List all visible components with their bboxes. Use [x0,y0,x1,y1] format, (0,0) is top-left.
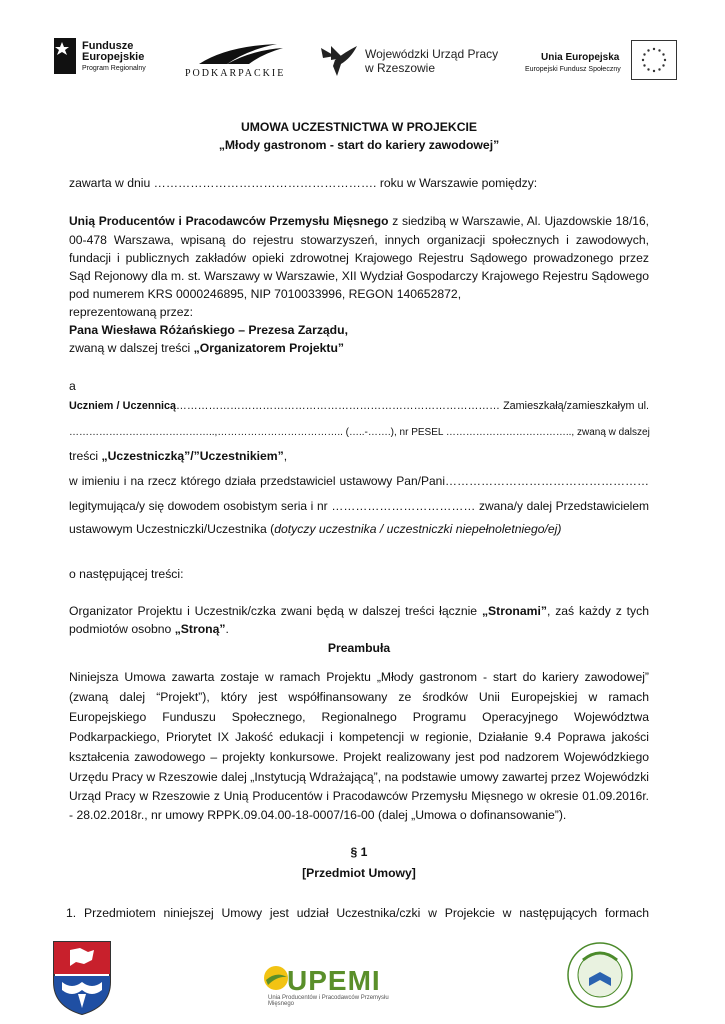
org-line-2: 00-478 Warszawa, wpisaną do rejestru stowarzyszeń, innych organizacji społecznych i zawodowych, [69,233,649,247]
section-title: [Przedmiot Umowy] [302,866,416,880]
student-label: Uczniem / Uczennicą [69,400,177,412]
coat-of-arms-icon [50,938,114,1016]
party-term: „Stroną” [174,622,226,636]
parties-term: „Stronami” [481,604,547,618]
wup-line2: w Rzeszowie [365,61,436,75]
called2-bold: „Uczestniczką”/”Uczestnikiem” [101,449,284,463]
podkarpackie-mark-icon [197,42,287,66]
school-emblem-icon [565,940,635,1010]
fe-star-icon [52,36,78,76]
parties-line-2 [69,620,649,638]
podkarpackie-logo [185,42,297,82]
following-line: o następującej treści: [69,567,184,581]
org-line-3: fundacji i publicznych zakładów opieki zdrowotnej Krajowego Rejestru Sądowego prowadzonego przez [69,251,649,265]
preamble-line: - 28.02.2018r., nr umowy RPPK.09.04.00-18-0007/16-00 (dalej „Umowa o dofinansowanie”). [69,808,567,822]
ue-subtitle: Europejski Fundusz Społeczny [525,66,621,73]
preamble-line: Urzędu Pracy w Rzeszowie dalej „Instytucją Wdrażającą”, na podstawie umowy zawartej przez Wojewódzki [69,770,649,784]
wup-bird-icon [317,42,361,80]
parties-line-1 [69,602,649,620]
upemi-logo [263,955,413,1010]
ue-title: Unia Europejska [541,52,620,63]
called-org-line [69,339,649,357]
legal-rep-prefix: ustawowym Uczestniczki/Uczestnika ( [69,522,275,536]
school-logo [565,940,635,1010]
document-title: UMOWA UCZESTNICTWA W PROJEKCIE [240,120,478,134]
called-prefix: zwaną w dalszej treści [69,341,194,355]
fe-line3: Program Regionalny [82,65,146,72]
preamble-line: (zwaną dalej “Projekt”), który jest współfinansowany ze środków Unii Europejskiej w ramach [69,690,649,704]
concluded-line: zawarta w dniu ………………………………………………. roku w Warszawie pomiędzy: [69,176,538,190]
fe-line2: Europejskie [82,51,145,63]
preamble-line: Europejskiego Funduszu Społecznego, Regionalnego Programu Operacyjnego Województwa [69,710,649,724]
called-participant-line [69,447,649,465]
preamble-line: Urząd Pracy w Rzeszowie z Unią Producentów i Pracodawców Przemysłu Mięsnego w okresie 01.09.2016r. [69,789,649,803]
upemi-sun-icon [263,963,289,993]
project-name: „Młody gastronom - start do kariery zawodowej” [218,138,500,152]
fundusze-europejskie-logo [52,36,162,78]
student-rest: ……………………………………………………………………………… Zamieszkałą/zamieszkałym ul. [176,400,649,412]
preamble-line: Niniejsza Umowa zawarta zostaje w ramach Projektu „Młody gastronom - start do kariery zawodowej” [69,670,649,684]
and-line: a [69,379,76,393]
preamble-line: kształcenia zawodowego – projekty konkursowe. Projekt realizowany jest pod nadzorem Wojewódzkiego [69,750,649,764]
podkarpackie-text: PODKARPACKIE [185,68,286,79]
called2-prefix: treści [69,449,102,463]
org-line-1-rest: z siedzibą w Warszawie, Al. Ujazdowskie 18/16, [388,214,649,228]
legal-rep-line [69,520,649,538]
org-line-5: pod numerem KRS 0000246895, NIP 7010033996, REGON 140652872, [69,287,462,301]
unia-europejska-logo [525,38,685,82]
called-org: „Organizatorem Projektu” [193,341,344,355]
wup-logo [317,42,517,82]
parties-line-1-a: Organizator Projektu i Uczestnik/czka zwani będą w dalszej treści łącznie [69,604,482,618]
upemi-name: UPEMI [287,965,381,996]
address-line: ……………………………………..,……………………………….. (…..-…….), nr PESEL ……………………………….., zwaną w dalszej [69,427,650,438]
parties-line-2-c: . [225,622,229,636]
represented-line: reprezentowaną przez: [69,305,193,319]
org-line-1 [69,212,649,230]
guardian-line: w imieniu i na rzecz którego działa przedstawiciel ustawowy Pan/Pani…………………………………………… [69,474,649,488]
president-line: Pana Wiesława Różańskiego – Prezesa Zarządu, [69,323,348,337]
legal-rep-italic: dotyczy uczestnika / uczestniczki niepełnoletniego/ej) [274,522,562,536]
org-name: Unią Producentów i Pracodawców Przemysłu Mięsnego [69,214,389,228]
id-line: legitymująca/y się dowodem osobistym seria i nr ……………………………… zwana/y dalej Przedstawicielem [69,499,649,513]
student-line [69,397,649,415]
point-1: 1. Przedmiotem niniejszej Umowy jest udział Uczestnika/czki w Projekcie w następujących formach [66,906,649,920]
wup-line1: Wojewódzki Urząd Pracy [365,47,499,61]
preamble-line: Podkarpackiego, Priorytet IX Jakość edukacji i kompetencji w regionie, Działanie 9.4 Poprawa jakości [69,730,649,744]
parties-line-1-c: , zaś każdy z tych [546,604,649,618]
org-line-4: Sąd Rejonowy dla m. st. Warszawy w Warszawie, XII Wydział Gospodarczy Krajowego Rejestru Sądowego [69,269,649,283]
upemi-subtitle: Unia Producentów i Pracodawców Przemysłu Mięsnego [268,995,389,1007]
parties-line-2-a: podmiotów osobno [69,622,175,636]
section-number: § 1 [350,845,368,859]
called2-suffix: , [283,449,288,463]
eu-flag-icon [631,40,677,80]
preamble-heading: Preambuła [327,641,391,655]
fe-line1: Fundusze [82,40,134,52]
